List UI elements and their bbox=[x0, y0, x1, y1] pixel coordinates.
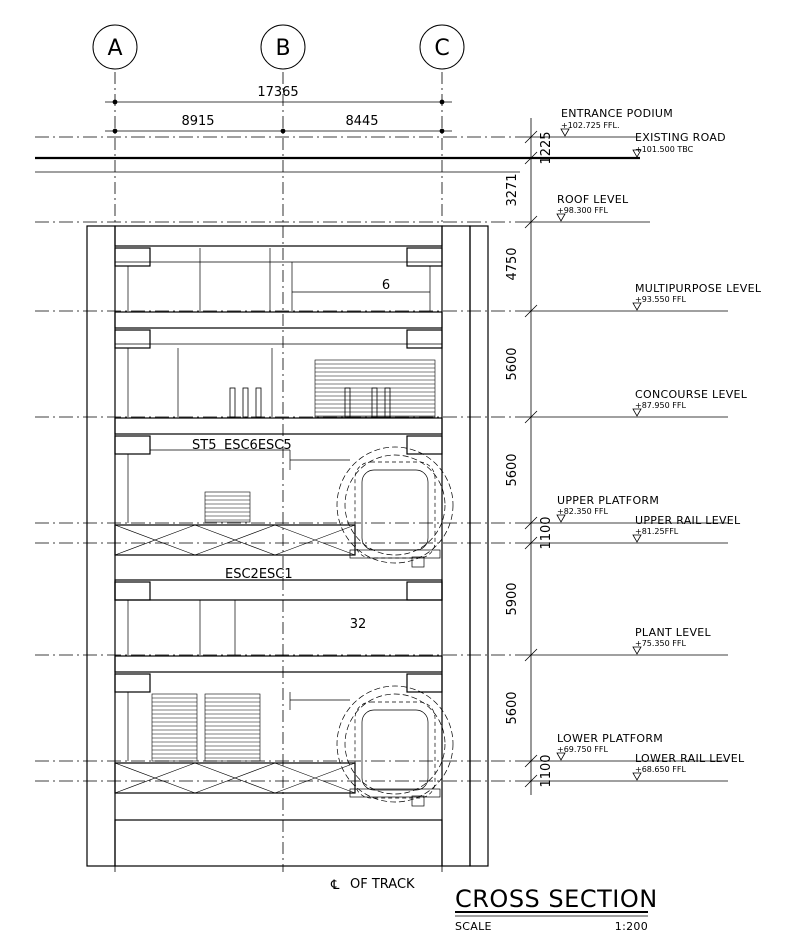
tunnel-upper-outer bbox=[337, 447, 453, 563]
room-label-st5: ST5 bbox=[192, 438, 217, 453]
vdim-5900: 5900 bbox=[505, 582, 520, 616]
slab-cross-bracing bbox=[115, 525, 355, 793]
slab-concourse bbox=[115, 418, 442, 434]
grid-label-b: B bbox=[275, 36, 291, 61]
level-elev-entrance-podium: +102.725 FFL. bbox=[561, 121, 620, 130]
vdim-3271: 3271 bbox=[505, 173, 520, 207]
vdim-1100-a: 1100 bbox=[539, 516, 554, 550]
level-elev-lower-platform: +69.750 FFL bbox=[557, 745, 608, 754]
stair-block-upper bbox=[205, 492, 250, 522]
level-marker-icons bbox=[557, 129, 641, 780]
level-name-entrance-podium: ENTRANCE PODIUM bbox=[561, 107, 674, 120]
vdim-5600-a: 5600 bbox=[505, 347, 520, 381]
grid-label-a: A bbox=[107, 36, 123, 61]
room-label-esc6esc5: ESC6ESC5 bbox=[224, 438, 292, 453]
level-elev-lower-rail: +68.650 FFL bbox=[635, 765, 686, 774]
level-elev-existing-road: +101.500 TBC bbox=[635, 145, 694, 154]
level-name-upper-rail: UPPER RAIL LEVEL bbox=[635, 514, 741, 527]
level-name-concourse: CONCOURSE LEVEL bbox=[635, 388, 748, 401]
interior-walls bbox=[115, 248, 442, 761]
level-name-lower-rail: LOWER RAIL LEVEL bbox=[635, 752, 745, 765]
vdim-4750: 4750 bbox=[505, 247, 520, 281]
escalator-hatching bbox=[152, 364, 435, 758]
vdim-5600-b: 5600 bbox=[505, 453, 520, 487]
level-elev-roof: +98.300 FFL bbox=[557, 206, 608, 215]
level-elev-upper-rail: +81.25FFL bbox=[635, 527, 679, 536]
level-lines bbox=[35, 137, 520, 781]
level-elev-plant: +75.350 FFL bbox=[635, 639, 686, 648]
horizontal-dimensions bbox=[105, 100, 452, 133]
grid-lines bbox=[115, 72, 442, 872]
escalators bbox=[152, 360, 435, 761]
level-name-multipurpose: MULTIPURPOSE LEVEL bbox=[635, 282, 762, 295]
title-block bbox=[455, 885, 658, 933]
bollards bbox=[230, 388, 390, 417]
level-labels bbox=[557, 107, 762, 774]
level-marker-icon bbox=[633, 773, 641, 780]
escalator-block-lower-b bbox=[205, 694, 260, 761]
bay-dimension-ab: 8915 bbox=[181, 114, 215, 129]
slab-plant-bottom bbox=[115, 656, 442, 672]
room-label-6: 6 bbox=[381, 278, 391, 293]
level-marker-icon bbox=[633, 535, 641, 542]
level-marker-icon bbox=[557, 753, 565, 760]
level-marker-icon bbox=[561, 129, 569, 136]
overall-dimension: 17365 bbox=[257, 85, 299, 100]
scale-label: SCALE bbox=[455, 920, 492, 933]
level-name-plant: PLANT LEVEL bbox=[635, 626, 711, 639]
level-name-lower-platform: LOWER PLATFORM bbox=[557, 732, 664, 745]
left-diaphragm-wall bbox=[87, 226, 115, 866]
level-elev-upper-platform: +82.350 FFL bbox=[557, 507, 608, 516]
level-name-upper-platform: UPPER PLATFORM bbox=[557, 494, 660, 507]
grid-label-c: C bbox=[434, 36, 450, 61]
level-marker-icon bbox=[633, 409, 641, 416]
roof-slab bbox=[115, 226, 442, 246]
right-diaphragm-wall bbox=[442, 226, 470, 866]
train-upper bbox=[362, 470, 428, 550]
centerline-of-track bbox=[330, 877, 415, 893]
right-secondary-wall bbox=[470, 226, 488, 866]
vertical-dimension-labels bbox=[505, 131, 554, 787]
drawing-title: CROSS SECTION bbox=[455, 885, 658, 913]
level-elev-concourse: +87.950 FFL bbox=[635, 401, 686, 410]
escalator-block-concourse bbox=[315, 360, 435, 417]
level-marker-icon bbox=[633, 647, 641, 654]
level-elev-multipurpose: +93.550 FFL bbox=[635, 295, 686, 304]
centerline-label: OF TRACK bbox=[350, 877, 415, 892]
tunnel-lower-outer bbox=[337, 686, 453, 802]
room-label-32: 32 bbox=[349, 617, 367, 632]
escalator-block-lower-a bbox=[152, 694, 197, 761]
level-name-roof: ROOF LEVEL bbox=[557, 193, 629, 206]
centerline-icon: ℄ bbox=[331, 878, 340, 893]
vertical-dimension-chain bbox=[525, 118, 537, 795]
scale-value: 1:200 bbox=[614, 920, 648, 933]
room-labels bbox=[192, 278, 390, 632]
slab-plant bbox=[115, 580, 442, 600]
vdim-1100-b: 1100 bbox=[539, 754, 554, 788]
level-marker-icon bbox=[557, 515, 565, 522]
base-slab bbox=[115, 820, 442, 866]
grid-bubbles bbox=[93, 25, 464, 69]
tunnel-lower-inner bbox=[345, 694, 445, 794]
vdim-5600-c: 5600 bbox=[505, 691, 520, 725]
level-name-existing-road: EXISTING ROAD bbox=[635, 131, 726, 144]
train-lower bbox=[362, 710, 428, 790]
room-label-esc2esc1: ESC2ESC1 bbox=[225, 567, 293, 582]
vdim-1225: 1225 bbox=[539, 131, 554, 165]
level-marker-icon bbox=[557, 214, 565, 221]
level-leader-lines bbox=[520, 137, 728, 781]
bay-dimension-bc: 8445 bbox=[345, 114, 379, 129]
slab-multipurpose bbox=[115, 312, 442, 328]
level-marker-icon bbox=[633, 303, 641, 310]
